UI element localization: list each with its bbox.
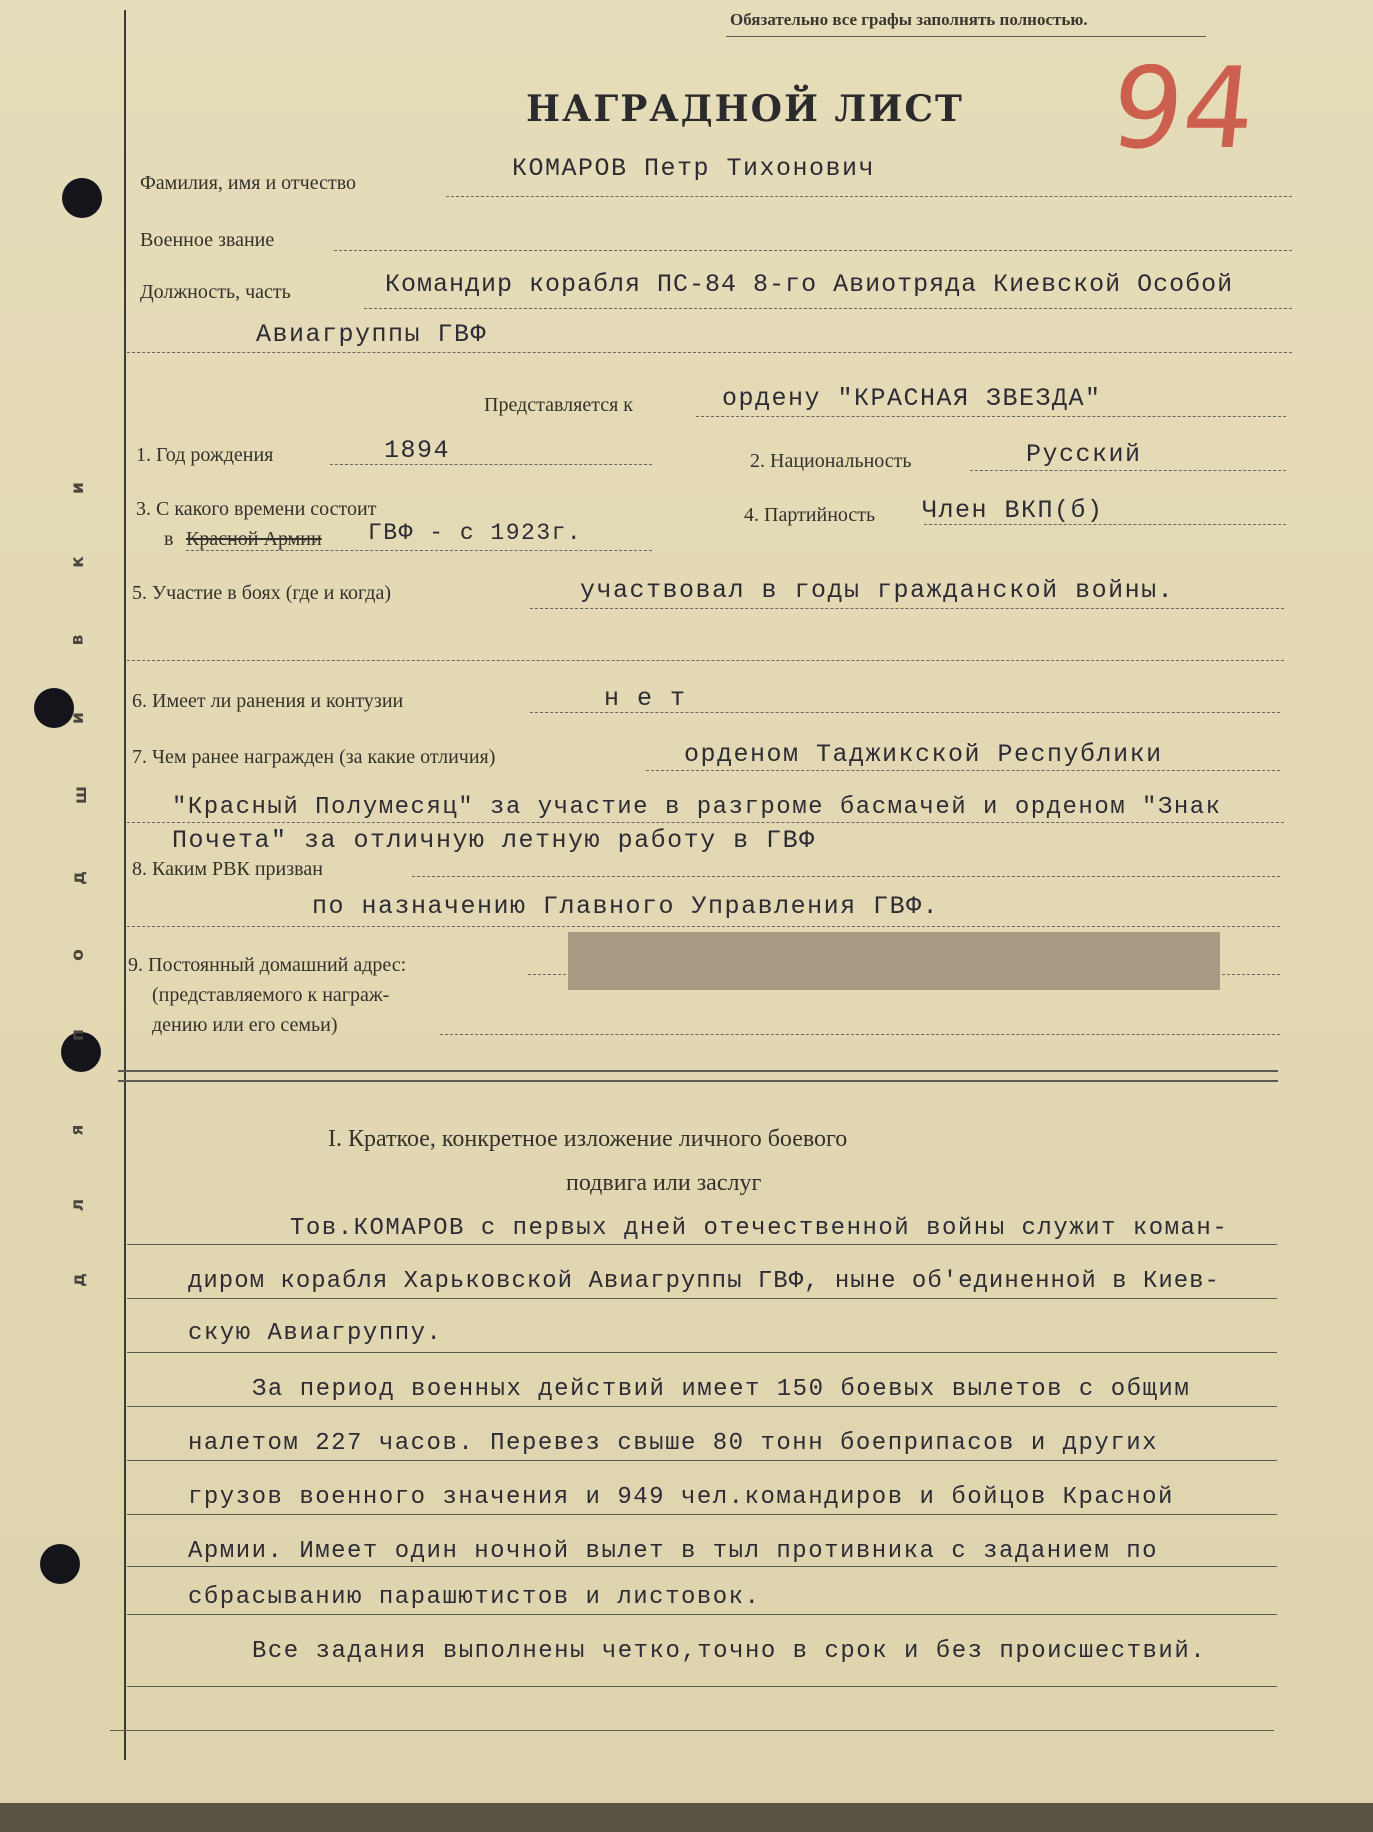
margin-line bbox=[124, 10, 126, 1760]
narrative-line: Армии. Имеет один ночной вылет в тыл противника с заданием по bbox=[188, 1538, 1159, 1565]
address-label-3: дению или его семьи) bbox=[152, 1014, 338, 1036]
redacted-address bbox=[568, 932, 1220, 990]
address-label-2: (представляемого к награж- bbox=[152, 984, 390, 1006]
narrative-line: Все задания выполнены четко,точно в срок и без происшествий. bbox=[252, 1638, 1207, 1665]
margin-letter: ш bbox=[71, 785, 92, 805]
narrative-rule bbox=[127, 1460, 1277, 1461]
battles-label: 5. Участие в боях (где и когда) bbox=[132, 582, 391, 604]
binding-hole bbox=[62, 178, 102, 218]
nationality-label: 2. Национальность bbox=[750, 450, 912, 472]
awards-value: орденом Таджикской Республики bbox=[684, 740, 1163, 769]
margin-letter: к bbox=[67, 556, 88, 568]
margin-letter: о bbox=[67, 949, 88, 961]
separator bbox=[118, 1080, 1278, 1082]
margin-letter: и bbox=[67, 712, 88, 724]
margin-letter: и bbox=[67, 482, 88, 494]
position-value: Командир корабля ПС-84 8-го Авиотряда Киевской Особой bbox=[385, 270, 1234, 299]
section-heading: I. Краткое, конкретное изложение личного боевого bbox=[328, 1126, 848, 1152]
rvk-value: по назначению Главного Управления ГВФ. bbox=[312, 892, 940, 921]
address-label: 9. Постоянный домашний адрес: bbox=[128, 954, 407, 976]
narrative-rule bbox=[127, 1244, 1277, 1245]
narrative-line: налетом 227 часов. Перевез свыше 80 тонн боеприпасов и других bbox=[188, 1430, 1159, 1457]
rank-label: Военное звание bbox=[140, 229, 275, 251]
awards-label: 7. Чем ранее награжден (за какие отличия) bbox=[132, 746, 496, 768]
awards-value-2: "Красный Полумесяц" за участие в разгроме басмачей и орденом "Знак bbox=[172, 794, 1222, 821]
wounds-value: н е т bbox=[604, 684, 687, 713]
margin-letter: я bbox=[67, 1124, 88, 1136]
party-line bbox=[924, 524, 1286, 525]
binding-hole bbox=[40, 1544, 80, 1584]
birth-year-line bbox=[330, 464, 652, 465]
birth-year-label: 1. Год рождения bbox=[136, 444, 274, 466]
birth-year-value: 1894 bbox=[384, 436, 451, 465]
awards-line bbox=[646, 770, 1280, 771]
battles-line bbox=[530, 608, 1284, 609]
margin-letter: п bbox=[67, 1029, 88, 1041]
narrative-rule bbox=[127, 1614, 1277, 1615]
wounds-label: 6. Имеет ли ранения и контузии bbox=[132, 690, 404, 712]
narrative-line: скую Авиагруппу. bbox=[188, 1320, 443, 1347]
narrative-rule bbox=[127, 1566, 1277, 1567]
party-label: 4. Партийность bbox=[744, 504, 876, 526]
rvk-line bbox=[412, 876, 1280, 877]
service-since-line bbox=[186, 550, 652, 551]
narrative-line: сбрасыванию парашютистов и листовок. bbox=[188, 1584, 761, 1611]
rvk-line-2 bbox=[127, 926, 1280, 927]
narrative-line: грузов военного значения и 949 чел.командиров и бойцов Красной bbox=[188, 1484, 1174, 1511]
narrative-line: диром корабля Харьковской Авиагруппы ГВФ, ныне об'единенной в Киев- bbox=[188, 1268, 1220, 1295]
awards-value-3: Почета" за отличную летную работу в ГВФ bbox=[172, 826, 816, 855]
narrative-rule bbox=[127, 1514, 1277, 1515]
address-line-2 bbox=[440, 1034, 1280, 1035]
section-subheading: подвига или заслуг bbox=[566, 1170, 762, 1196]
rank-line bbox=[334, 250, 1292, 251]
service-since-value: ГВФ - с 1923г. bbox=[368, 520, 583, 546]
nominated-label: Представляется к bbox=[484, 394, 633, 416]
nominated-value: ордену "КРАСНАЯ ЗВЕЗДА" bbox=[722, 384, 1102, 413]
separator bbox=[118, 1070, 1278, 1072]
margin-letter: в bbox=[67, 634, 88, 646]
margin-letter: л bbox=[68, 1198, 89, 1212]
scan-border bbox=[0, 1803, 1373, 1832]
battles-line-2 bbox=[127, 660, 1284, 661]
position-value-continued: Авиагруппы ГВФ bbox=[256, 320, 488, 349]
margin-letter: д bbox=[68, 871, 89, 885]
position-label: Должность, часть bbox=[140, 281, 291, 303]
position-line-2 bbox=[127, 352, 1292, 353]
rvk-label: 8. Каким РВК призван bbox=[132, 858, 323, 880]
nationality-line bbox=[970, 470, 1286, 471]
nominated-line bbox=[696, 416, 1286, 417]
narrative-line: За период военных действий имеет 150 боевых вылетов с общим bbox=[252, 1376, 1191, 1403]
page-number: 94 bbox=[1105, 44, 1262, 174]
service-since-struck: Красной Армии bbox=[186, 528, 322, 550]
nationality-value: Русский bbox=[1026, 440, 1142, 469]
page-title: НАГРАДНОЙ ЛИСТ bbox=[526, 88, 964, 130]
narrative-rule bbox=[127, 1406, 1277, 1407]
narrative-line: Тов.КОМАРОВ с первых дней отечественной войны служит коман- bbox=[290, 1215, 1229, 1242]
header-underline bbox=[726, 36, 1206, 37]
narrative-rule bbox=[127, 1686, 1277, 1687]
awards-line-2 bbox=[127, 822, 1284, 823]
wounds-line bbox=[530, 712, 1280, 713]
name-value: КОМАРОВ Петр Тихонович bbox=[512, 154, 876, 183]
party-value: Член ВКП(б) bbox=[922, 496, 1104, 525]
header-note: Обязательно все графы заполнять полностью. bbox=[730, 10, 1088, 29]
narrative-rule bbox=[110, 1730, 1274, 1731]
name-line bbox=[446, 196, 1292, 197]
narrative-rule bbox=[127, 1298, 1277, 1299]
service-since-prefix: в bbox=[164, 528, 174, 550]
service-since-label: 3. С какого времени состоит bbox=[136, 498, 377, 520]
battles-value: участвовал в годы гражданской войны. bbox=[580, 576, 1175, 605]
narrative-rule bbox=[127, 1352, 1277, 1353]
margin-letter: д bbox=[68, 1273, 89, 1287]
name-label: Фамилия, имя и отчество bbox=[140, 172, 357, 194]
position-line bbox=[364, 308, 1292, 309]
